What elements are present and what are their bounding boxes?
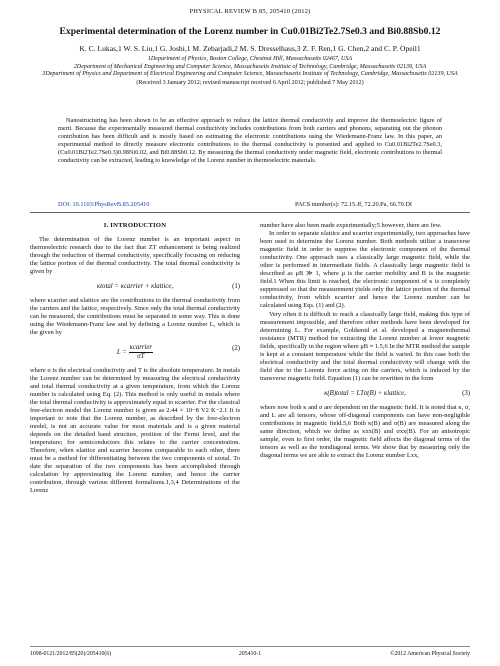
section-heading: I. INTRODUCTION (103, 222, 167, 229)
intro-paragraph-5: In order to separate κlattice and κcarrier experimentally, two approaches have been used to determine the Lorenz number. Both methods utilize a transverse magnetic field in order to suppress the electronic component of the thermal conductivity. One approach uses a classically large magnetic field, while the other is performed in intermediate fields. A classically large magnetic field is described as μB ≫ 1, where μ is the carrier mobility and B is the magnetic field.1 When this limit is reached, the electronic component of κ is completely suppressed so that the measurement yields only the lattice portion of the thermal conductivity, from which κcarrier and hence the Lorenz number can be calculated using Eqs. (1) and (2). (260, 230, 470, 310)
intro-paragraph-1: The determination of the Lorenz number is an important aspect in thermoelectric research due to the fact that ZT enhancement is being realized through the reduction of thermal conductivity, specifically focusing on reducing the lattice portion of the thermal conductivity. The total thermal conductivity is given by (30, 236, 240, 276)
intro-paragraph-4: number have also been made experimentally;5 however, there are few. (260, 222, 442, 229)
footer-divider (30, 646, 470, 647)
pacs-numbers: PACS number(s): 72.15.Jf, 72.20.Pa, 66.70.Df (295, 201, 412, 208)
intro-paragraph-7: where now both κ and σ are dependent on the magnetic field. It is noted that κ, σ, and L are all tensors, whose off-diagonal components can have non-negligible contributions in magnetic field.5,6 Both κ(B) and σ(B) are measured along the same direction, which we define as κxx(B) and σxx(B). For an anisotropic sample, even to first order, the magnetic field affects the diagonal terms of the tensors as well as the nondiagonal terms. We show that by measuring only the diagonal terms we are able to extract the Lorenz number Lxx, (260, 403, 470, 460)
abstract: Nanostructuring has been shown to be an effective approach to reduce the lattice thermal conductivity and improve the thermoelectric figure of merit. Because the experimentally measured thermal conductivity includes contributions from both carriers and phonons, separating out the phonon contribution has been difficult and is mostly based on estimating the electronic contributions using the Wiedemann-Franz law. In this paper, an experimental method to directly measure electronic contributions to the thermal conductivity is presented and applied to Cu0.01Bi2Te2.7Se0.3, (Cu0.01Bi2Te2.7Se0.3)0.98Ni0.02, and Bi0.88Sb0.12. By measuring the thermal conductivity under magnetic field, electronic contributions to thermal conductivity can be extracted, leading to knowledge of the Lorenz number in thermoelectric materials. (58, 117, 442, 164)
right-column (260, 222, 470, 460)
paper-title: Experimental determination of the Lorenz number in Cu0.01Bi2Te2.7Se0.3 and Bi0.88Sb0.12 (59, 26, 441, 37)
doi-link[interactable]: DOI: 10.1103/PhysRevB.85.205410 (58, 201, 150, 208)
intro-paragraph-3: where σ is the electrical conductivity and T is the absolute temperature. In metals the Lorenz number can be determined by measuring the electrical conductivity and total thermal conductivity at a given temperature, from which the Lorenz number is calculated using Eq. (2). This method is only useful in metals where the total thermal conductivity is approximately equal to κcarrier. For the classical free-electron model the Lorenz number is given as 2.44 × 10−8 V2 K−2.1 It is important to note that the Lorenz number, as described by the free-electron model, is not an accurate value for most materials and is a given material depends on the detailed band structure, position of the Fermi level, and the temperature; for semiconductors this relates to the carrier concentration. Therefore, when κlattice and κcarrier become comparable to each other, there must be a method for differentiating between the two components of κtotal. To date the separation of the two components has been accomplished through calculation by approximating the Lorenz number, and hence the carrier contribution, through various different formalisms.1,3,4 Determinations of the Lorenz (30, 366, 240, 495)
equation-3 (260, 389, 470, 398)
abstract-divider (30, 212, 470, 213)
doi-row (58, 201, 442, 208)
equation-2-lhs: L = (116, 348, 127, 356)
equation-2-denominator: σT (137, 352, 145, 360)
left-column (30, 222, 240, 495)
affiliation-1: 1Department of Physics, Boston College, Chestnut Hill, Massachusetts 02467, USA (147, 56, 353, 62)
footer-article-code: 1098-0121/2012/85(20)/205410(6) (30, 651, 112, 657)
received-dates: (Received 3 January 2012; revised manuscript received 6 April 2012; published 7 May 2012) (136, 79, 364, 86)
equation-1-number: (1) (232, 283, 240, 291)
intro-paragraph-6: Very often it is difficult to reach a classically large field, making this type of measurement impossible, and therefore other methods have been developed for determining L. For example, Goldsmid et al. developed a magnetothermal resistance (MTR) method for extracting the Lorenz number at lower magnetic fields, specifically in the region where μB ≈ 1.5,6 In the MTR method the sample is kept at a constant temperature while the field is varied. In this case both the electrical conductivity and the total thermal conductivity will change with the field due to the Lorentz force acting on the carriers, which is induced by the transverse magnetic field. Equation (1) can be rewritten in the form (260, 310, 470, 382)
equation-1-body: κtotal = κcarrier + κlattice, (96, 283, 174, 291)
footer-page-number: 205410-1 (238, 651, 262, 657)
equation-3-number: (3) (462, 389, 470, 397)
affiliation-3: 3Department of Physics and Department of Electrical Engineering and Computer Science, Massachusetts Institute of Technology, Cambridge, Massachusetts 02139, USA (42, 71, 458, 78)
equation-2-number: (2) (232, 344, 240, 352)
affiliations (30, 56, 470, 87)
equation-2 (30, 344, 240, 361)
affiliation-2: 2Department of Mechanical Engineering and Computer Science, Massachusetts Institute of Technology, Cambridge, Massachusetts 02139, USA (73, 63, 427, 70)
equation-3-body: κ(B)total = LTσ(B) + κlattice, (324, 389, 406, 397)
equation-2-fraction (129, 344, 154, 361)
footer-copyright: ©2012 American Physical Society (390, 651, 470, 657)
equation-2-numerator: κcarrier (129, 343, 153, 351)
journal-header: PHYSICAL REVIEW B 85, 205410 (2012) (189, 8, 311, 15)
author-list: K. C. Lukas,1 W. S. Liu,1 G. Joshi,1 M. Zebarjadi,2 M. S. Dresselhaus,3 Z. F. Ren,1 G. Chen,2 and C. P. Opeil1 (79, 44, 421, 53)
equation-1 (30, 282, 240, 291)
intro-paragraph-2: where κcarrier and κlattice are the contributions to the thermal conductivity from the carriers and the lattice, respectively. Since only the total thermal conductivity can be measured, the contributions must be separated in some way. This is done using the Wiedemann-Franz law and by defining a Lorenz number L, which is the given by (30, 297, 240, 337)
